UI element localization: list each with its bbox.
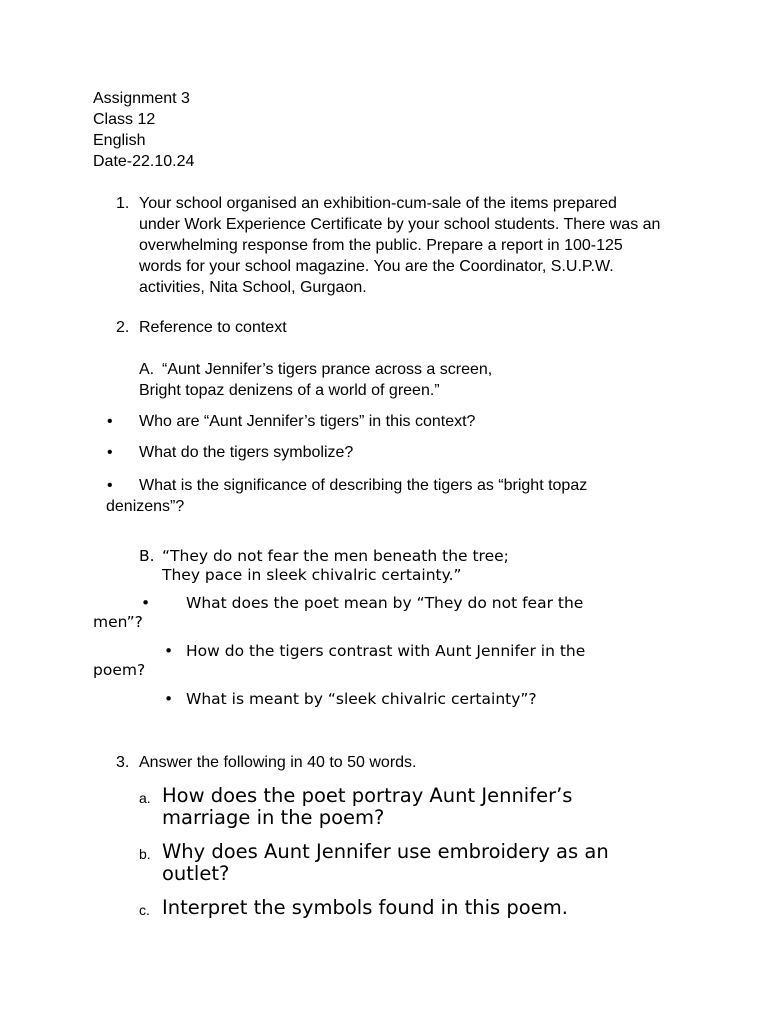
extract-b-question-continued: poem? <box>93 661 146 679</box>
item-c-text: Interpret the symbols found in this poem. <box>162 896 568 919</box>
bullet-icon: • <box>107 413 113 430</box>
bullet-icon: • <box>141 594 151 612</box>
question-1-line: overwhelming response from the public. Prepare a report in 100-125 <box>139 237 623 254</box>
question-1-line: activities, Nita School, Gurgaon. <box>139 279 367 296</box>
question-2-number: 2. <box>116 319 130 336</box>
extract-a-question: What do the tigers symbolize? <box>139 444 354 461</box>
item-c-marker: c. <box>139 902 150 918</box>
extract-b-question: What is meant by “sleek chivalric certainty”? <box>186 690 537 708</box>
extract-a-question: Who are “Aunt Jennifer’s tigers” in this context? <box>139 413 476 430</box>
item-b-marker: b. <box>139 846 151 862</box>
question-1-line: words for your school magazine. You are the Coordinator, S.U.P.W. <box>139 258 614 275</box>
assignment-title: Assignment 3 <box>93 90 190 107</box>
extract-b-line: They pace in sleek chivalric certainty.” <box>162 566 462 584</box>
extract-a-question: What is the significance of describing the tigers as “bright topaz <box>139 477 588 494</box>
item-b-text: Why does Aunt Jennifer use embroidery as an <box>162 840 609 863</box>
extract-a-question-continued: denizens”? <box>106 498 185 515</box>
question-1-number: 1. <box>116 195 130 212</box>
item-a-text: How does the poet portray Aunt Jennifer’s <box>162 784 573 807</box>
extract-b-question-continued: men”? <box>93 613 143 631</box>
bullet-icon: • <box>164 642 174 660</box>
extract-b-question: What does the poet mean by “They do not fear the <box>186 594 584 612</box>
extract-a-marker: A. <box>139 361 155 378</box>
question-2-title: Reference to context <box>139 319 287 336</box>
extract-b-question: How do the tigers contrast with Aunt Jennifer in the <box>186 642 586 660</box>
question-1-line: under Work Experience Certificate by your school students. There was an <box>139 216 661 233</box>
subject-label: English <box>93 132 146 149</box>
question-3-number: 3. <box>116 754 130 771</box>
bullet-icon: • <box>107 477 113 494</box>
bullet-icon: • <box>164 690 174 708</box>
bullet-icon: • <box>107 444 113 461</box>
item-a-marker: a. <box>139 790 151 806</box>
extract-a-line: Bright topaz denizens of a world of green.” <box>139 382 440 399</box>
item-b-text-continued: outlet? <box>162 862 230 885</box>
question-3-title: Answer the following in 40 to 50 words. <box>139 754 417 771</box>
extract-b-line: “They do not fear the men beneath the tree; <box>162 547 509 565</box>
question-1-line: Your school organised an exhibition-cum-sale of the items prepared <box>139 195 617 212</box>
class-label: Class 12 <box>93 111 156 128</box>
extract-a-line: “Aunt Jennifer’s tigers prance across a screen, <box>162 361 493 378</box>
extract-b-marker: B. <box>139 547 155 565</box>
item-a-text-continued: marriage in the poem? <box>162 806 385 829</box>
date-label: Date-22.10.24 <box>93 153 195 170</box>
